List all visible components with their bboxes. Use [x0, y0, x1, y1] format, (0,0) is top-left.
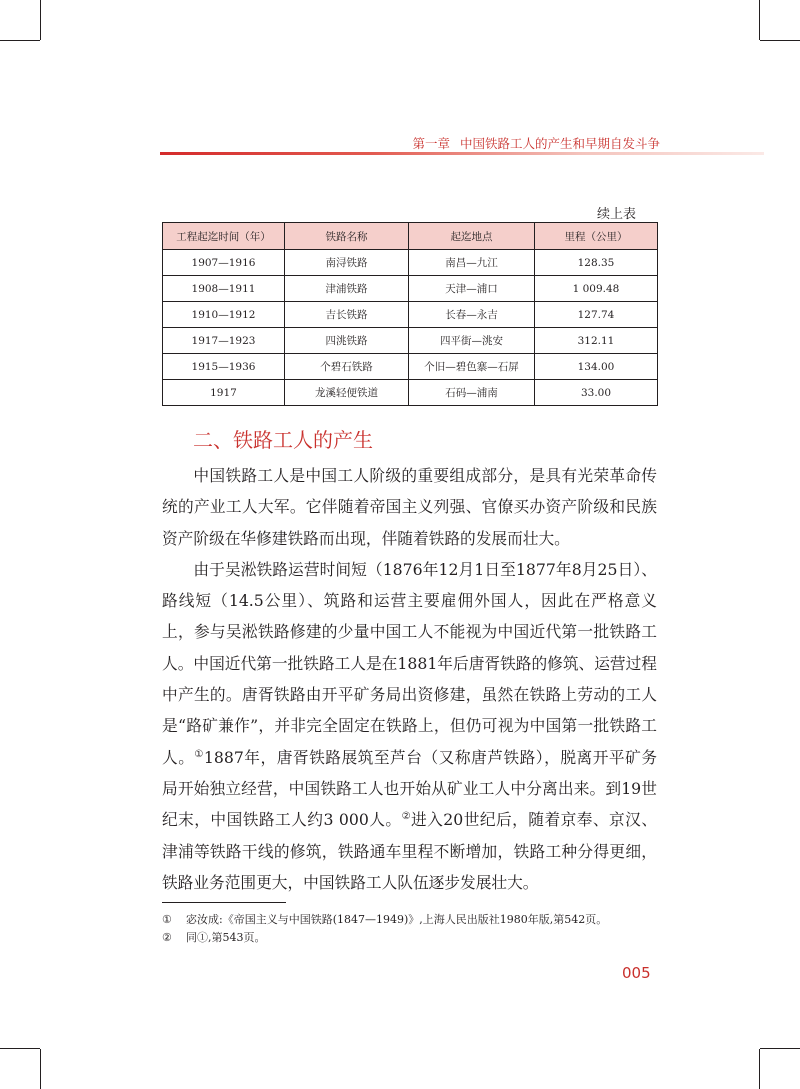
table-cell: 南昌—九江	[409, 250, 535, 276]
footnote-text: 宓汝成:《帝国主义与中国铁路(1847—1949)》,上海人民出版社1980年版,第542页。	[186, 913, 608, 926]
table-cell: 134.00	[535, 354, 658, 380]
table-cell: 四平街—洮安	[409, 328, 535, 354]
crop-mark	[760, 1048, 800, 1049]
footnote-ref[interactable]: ①	[194, 748, 204, 760]
table-row	[163, 276, 658, 302]
footnote-rule	[162, 902, 286, 903]
footnote-mark: ①	[162, 913, 172, 926]
table-cell: 龙溪轻便铁道	[285, 380, 409, 406]
table-cell: 南浔铁路	[285, 250, 409, 276]
footnote-mark: ②	[162, 931, 172, 944]
footnote	[162, 929, 607, 947]
table-row	[163, 380, 658, 406]
section-title: 二、铁路工人的产生	[193, 428, 373, 452]
table-row	[163, 354, 658, 380]
footnote	[162, 911, 607, 929]
table-cell: 1915—1936	[163, 354, 285, 380]
table-cell: 长春—永吉	[409, 302, 535, 328]
paragraph-text: 进入20世纪后，随着京奉、京汉、津浦等铁路干线的修筑，铁路通车里程不断增加，铁路工种分得更细，铁路业务范围更大，中国铁路工人队伍逐步发展壮大。	[162, 810, 658, 892]
table-row	[163, 302, 658, 328]
paragraph	[162, 554, 657, 898]
table-cell: 津浦铁路	[285, 276, 409, 302]
footnote-ref[interactable]: ②	[401, 811, 412, 823]
table-cell: 石码—浦南	[409, 380, 535, 406]
table-cell: 128.35	[535, 250, 658, 276]
table-cell: 127.74	[535, 302, 658, 328]
table-cell: 吉长铁路	[285, 302, 409, 328]
header-cell-period: 工程起迄时间（年）	[163, 223, 285, 250]
footnotes	[162, 911, 607, 947]
table-cell: 1907—1916	[163, 250, 285, 276]
table-cell: 个碧石铁路	[285, 354, 409, 380]
crop-mark	[40, 0, 41, 40]
table-cell: 1910—1912	[163, 302, 285, 328]
table-cell: 四洮铁路	[285, 328, 409, 354]
chapter-title: 中国铁路工人的产生和早期自发斗争	[459, 136, 660, 151]
table-row	[163, 328, 658, 354]
body-text	[162, 460, 657, 898]
chapter-label: 第一章	[412, 136, 450, 151]
header-cell-route: 起迄地点	[409, 223, 535, 250]
crop-mark	[759, 0, 760, 40]
crop-mark	[0, 40, 40, 41]
table-cell: 1908—1911	[163, 276, 285, 302]
table-row	[163, 250, 658, 276]
table-cell: 33.00	[535, 380, 658, 406]
paragraph-text: 1887年，唐胥铁路展筑至芦台（又称唐芦铁路），脱离开平矿务局开始独立经营，中国铁路工人也开始从矿业工人中分离出来。到19世纪末，中国铁路工人约3 000人。	[162, 747, 658, 830]
header-cell-railway: 铁路名称	[285, 223, 409, 250]
table-cell: 1917	[163, 380, 285, 406]
footnote-text: 同①,第543页。	[186, 931, 266, 944]
header-cell-length: 里程（公里）	[535, 223, 658, 250]
page-number: 005	[622, 964, 651, 982]
crop-mark	[0, 1048, 40, 1049]
railway-table	[162, 222, 658, 406]
running-header	[412, 134, 660, 152]
table-cell: 1917—1923	[163, 328, 285, 354]
crop-mark	[40, 1049, 41, 1089]
header-rule	[160, 152, 764, 155]
table-continued-label: 续上表	[597, 207, 637, 222]
table-cell: 天津—浦口	[409, 276, 535, 302]
table-cell: 个旧—碧色寨—石屏	[409, 354, 535, 380]
crop-mark	[760, 40, 800, 41]
paragraph: 中国铁路工人是中国工人阶级的重要组成部分，是具有光荣革命传统的产业工人大军。它伴随着帝国主义列强、官僚买办资产阶级和民族资产阶级在华修建铁路而出现，伴随着铁路的发展而壮大。	[162, 466, 657, 548]
table-cell: 312.11	[535, 328, 658, 354]
table-header-row	[163, 223, 658, 250]
crop-mark	[759, 1049, 760, 1089]
table-cell: 1 009.48	[535, 276, 658, 302]
paragraph-text: 由于吴淞铁路运营时间短（1876年12月1日至1877年8月25日）、路线短（14.5公里）、筑路和运营主要雇佣外国人，因此在严格意义上，参与吴淞铁路修建的少量中国工人不能视为中国近代第一批铁路工人。中国近代第一批铁路工人是在1881年后唐胥铁路的修筑、运营过程中产生的。唐胥铁路由开平矿务局出资修建，虽然在铁路上劳动的工人是“路矿兼作”，并非完全固定在铁路上，但仍可视为中国第一批铁路工人。	[162, 559, 657, 767]
